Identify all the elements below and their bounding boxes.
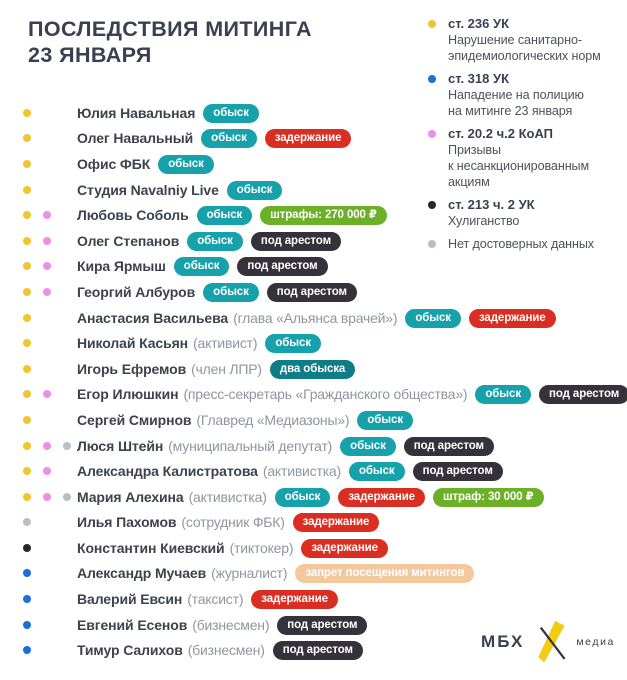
badge-ban: запрет посещения митингов: [295, 564, 474, 583]
person-role: (тиктокер): [229, 539, 294, 556]
legend-description-line: Призывы: [448, 143, 501, 157]
brand-footer: [481, 620, 615, 664]
person-role: (активистка): [262, 463, 341, 480]
legend-article-code: ст. 20.2 ч.2 КоАП: [448, 126, 554, 141]
yellow-dot: [23, 288, 31, 296]
row-badges: [332, 436, 494, 456]
person-row: [23, 254, 627, 280]
person-name: Георгий Албуров: [77, 283, 196, 300]
legend-description-line: Нет достоверных данных: [448, 237, 594, 251]
person-name: Николай Касьян: [77, 335, 189, 352]
person-role: (журналист): [211, 565, 288, 582]
badge-arrest: под арестом: [273, 641, 363, 660]
person-name: Анастасия Васильева: [77, 309, 229, 326]
row-badges: [243, 589, 338, 609]
person-role: (активист): [193, 335, 258, 352]
blue-dot: [23, 621, 31, 629]
person-name: Юлия Навальная: [77, 104, 196, 121]
row-badges: [195, 282, 357, 302]
badge-search_double: два обыска: [270, 360, 355, 379]
row-badges: [219, 180, 283, 200]
person-name: Тимур Салихов: [77, 642, 183, 659]
badge-detention: задержание: [301, 539, 388, 558]
row-badges: [195, 103, 259, 123]
yellow-dot: [23, 237, 31, 245]
gray-dot: [63, 493, 71, 501]
legend-article-code: ст. 213 ч. 2 УК: [448, 197, 535, 212]
brand-suffix: медиа: [576, 636, 615, 648]
yellow-legend-dot: [428, 20, 436, 28]
legend-description-line: эпидемиологических норм: [448, 49, 601, 63]
badge-search: обыск: [197, 206, 253, 225]
brand-name: МБХ: [481, 632, 525, 651]
yellow-dot: [23, 365, 31, 373]
person-name: Игорь Ефремов: [77, 360, 187, 377]
black-dot: [23, 544, 31, 552]
pink-dot: [43, 288, 51, 296]
person-row: [23, 535, 627, 561]
person-role: (муниципальный депутат): [168, 437, 333, 454]
row-dots: [23, 544, 77, 552]
row-dots: [23, 339, 77, 347]
row-badges: [267, 487, 544, 507]
person-row: [23, 484, 627, 510]
row-dots: [23, 365, 77, 373]
gray-dot: [63, 442, 71, 450]
pink-dot: [43, 390, 51, 398]
legend-item: [428, 16, 620, 64]
row-badges: [257, 333, 321, 353]
row-badges: [285, 512, 380, 532]
row-dots: [23, 646, 77, 654]
row-badges: [397, 308, 555, 328]
page-title-line2: 23 ЯНВАРЯ: [28, 43, 152, 67]
badge-search: обыск: [227, 181, 283, 200]
badge-detention: задержание: [293, 513, 380, 532]
badge-search: обыск: [187, 232, 243, 251]
row-badges: [287, 563, 474, 583]
person-role: (пресс-секретарь «Гражданского общества»): [183, 386, 468, 403]
person-row: [23, 510, 627, 536]
yellow-dot: [23, 211, 31, 219]
person-name: Сергей Смирнов: [77, 411, 192, 428]
row-dots: [23, 467, 77, 475]
badge-detention: задержание: [338, 488, 425, 507]
yellow-dot: [23, 160, 31, 168]
badge-search: обыск: [357, 411, 413, 430]
person-row: [23, 407, 627, 433]
yellow-dot: [23, 339, 31, 347]
row-dots: [23, 160, 77, 168]
person-row: [23, 202, 627, 228]
person-name: Мария Алехина: [77, 488, 184, 505]
legend-article-code: ст. 236 УК: [448, 16, 510, 31]
yellow-dot: [23, 262, 31, 270]
person-name: Офис ФБК: [77, 155, 151, 172]
row-dots: [23, 262, 77, 270]
row-dots: [23, 416, 77, 424]
page-title-line1: ПОСЛЕДСТВИЯ МИТИНГА: [28, 17, 312, 41]
row-badges: [189, 205, 387, 225]
legend-description-line: на митинге 23 января: [448, 104, 573, 118]
person-row: [23, 228, 627, 254]
row-badges: [293, 538, 388, 558]
badge-search: обыск: [349, 462, 405, 481]
row-badges: [166, 256, 328, 276]
yellow-dot: [23, 134, 31, 142]
pink-dot: [43, 442, 51, 450]
row-badges: [262, 359, 355, 379]
pink-dot: [43, 211, 51, 219]
person-row: [23, 561, 627, 587]
row-dots: [23, 442, 77, 450]
badge-arrest: под арестом: [413, 462, 503, 481]
badge-search: обыск: [203, 283, 259, 302]
gray-dot: [23, 518, 31, 526]
person-row: [23, 356, 627, 382]
row-dots: [23, 109, 77, 117]
row-dots: [23, 288, 77, 296]
person-role: (таксист): [187, 591, 244, 608]
person-name: Константин Киевский: [77, 539, 225, 556]
badge-arrest: под арестом: [404, 437, 494, 456]
legend-article-code: ст. 318 УК: [448, 71, 510, 86]
row-badges: [150, 154, 214, 174]
row-dots: [23, 493, 77, 501]
yellow-dot: [23, 314, 31, 322]
badge-fine: штрафы: 270 000 ₽: [260, 206, 387, 225]
badge-search: обыск: [158, 155, 214, 174]
badge-search: обыск: [405, 309, 461, 328]
badge-search: обыск: [174, 257, 230, 276]
row-badges: [265, 640, 363, 660]
person-role: (бизнесмен): [187, 642, 265, 659]
row-dots: [23, 621, 77, 629]
person-row: [23, 126, 627, 152]
person-name: Олег Степанов: [77, 232, 180, 249]
row-dots: [23, 134, 77, 142]
yellow-dot: [23, 416, 31, 424]
people-list: [23, 100, 627, 663]
yellow-dot: [23, 442, 31, 450]
badge-arrest: под арестом: [237, 257, 327, 276]
person-row: [23, 586, 627, 612]
blue-dot: [23, 646, 31, 654]
badge-search: обыск: [475, 385, 531, 404]
row-badges: [341, 461, 503, 481]
row-dots: [23, 237, 77, 245]
person-role: (Главред «Медиазоны»): [196, 411, 350, 428]
row-dots: [23, 211, 77, 219]
person-row: [23, 433, 627, 459]
row-badges: [193, 128, 351, 148]
person-name: Евгений Есенов: [77, 616, 188, 633]
person-row: [23, 279, 627, 305]
badge-detention: задержание: [469, 309, 556, 328]
badge-arrest: под арестом: [267, 283, 357, 302]
pink-dot: [43, 237, 51, 245]
row-dots: [23, 518, 77, 526]
person-name: Студия Navalniy Live: [77, 181, 219, 198]
row-dots: [23, 390, 77, 398]
person-role: (сотрудник ФБК): [181, 514, 285, 531]
person-role: (бизнесмен): [192, 616, 270, 633]
person-name: Александра Калистратова: [77, 463, 258, 480]
row-badges: [349, 410, 413, 430]
person-name: Олег Навальный: [77, 130, 194, 147]
yellow-dot: [23, 390, 31, 398]
mbk-x-logo-icon: [534, 620, 568, 664]
person-row: [23, 100, 627, 126]
badge-detention: задержание: [265, 129, 352, 148]
blue-legend-dot: [428, 75, 436, 83]
row-badges: [269, 615, 367, 635]
person-row: [23, 382, 627, 408]
badge-search: обыск: [201, 129, 257, 148]
row-dots: [23, 314, 77, 322]
yellow-dot: [23, 186, 31, 194]
row-badges: [467, 384, 627, 404]
legend-description-line: Нарушение санитарно-: [448, 33, 582, 47]
badge-arrest: под арестом: [251, 232, 341, 251]
yellow-dot: [23, 109, 31, 117]
legend-description-line: к несанкционированным акциям: [448, 159, 590, 189]
legend-text: [448, 16, 601, 64]
badge-arrest: под арестом: [539, 385, 627, 404]
yellow-dot: [23, 467, 31, 475]
person-row: [23, 151, 627, 177]
pink-dot: [43, 262, 51, 270]
person-row: [23, 177, 627, 203]
blue-dot: [23, 595, 31, 603]
badge-search: обыск: [275, 488, 331, 507]
person-name: Кира Ярмыш: [77, 258, 166, 275]
person-name: Люся Штейн: [77, 437, 164, 454]
person-row: [23, 458, 627, 484]
person-row: [23, 330, 627, 356]
blue-dot: [23, 569, 31, 577]
person-role: (глава «Альянса врачей»): [233, 309, 398, 326]
person-name: Валерий Евсин: [77, 591, 183, 608]
page-title: [28, 16, 312, 68]
badge-search: обыск: [340, 437, 396, 456]
legend-description-line: Нападение на полицию: [448, 88, 584, 102]
person-role: (член ЛПР): [191, 360, 262, 377]
person-row: [23, 305, 627, 331]
badge-search: обыск: [203, 104, 259, 123]
pink-dot: [43, 467, 51, 475]
row-dots: [23, 186, 77, 194]
pink-dot: [43, 493, 51, 501]
row-badges: [179, 231, 341, 251]
badge-fine: штраф: 30 000 ₽: [433, 488, 544, 507]
badge-detention: задержание: [251, 590, 338, 609]
person-role: (активистка): [188, 488, 267, 505]
badge-arrest: под арестом: [277, 616, 367, 635]
legend-description-line: Хулиганство: [448, 214, 520, 228]
yellow-dot: [23, 493, 31, 501]
badge-search: обыск: [265, 334, 321, 353]
row-dots: [23, 569, 77, 577]
person-name: Любовь Соболь: [77, 207, 189, 224]
person-name: Егор Илюшкин: [77, 386, 179, 403]
person-name: Илья Пахомов: [77, 514, 177, 531]
row-dots: [23, 595, 77, 603]
person-name: Александр Мучаев: [77, 565, 207, 582]
